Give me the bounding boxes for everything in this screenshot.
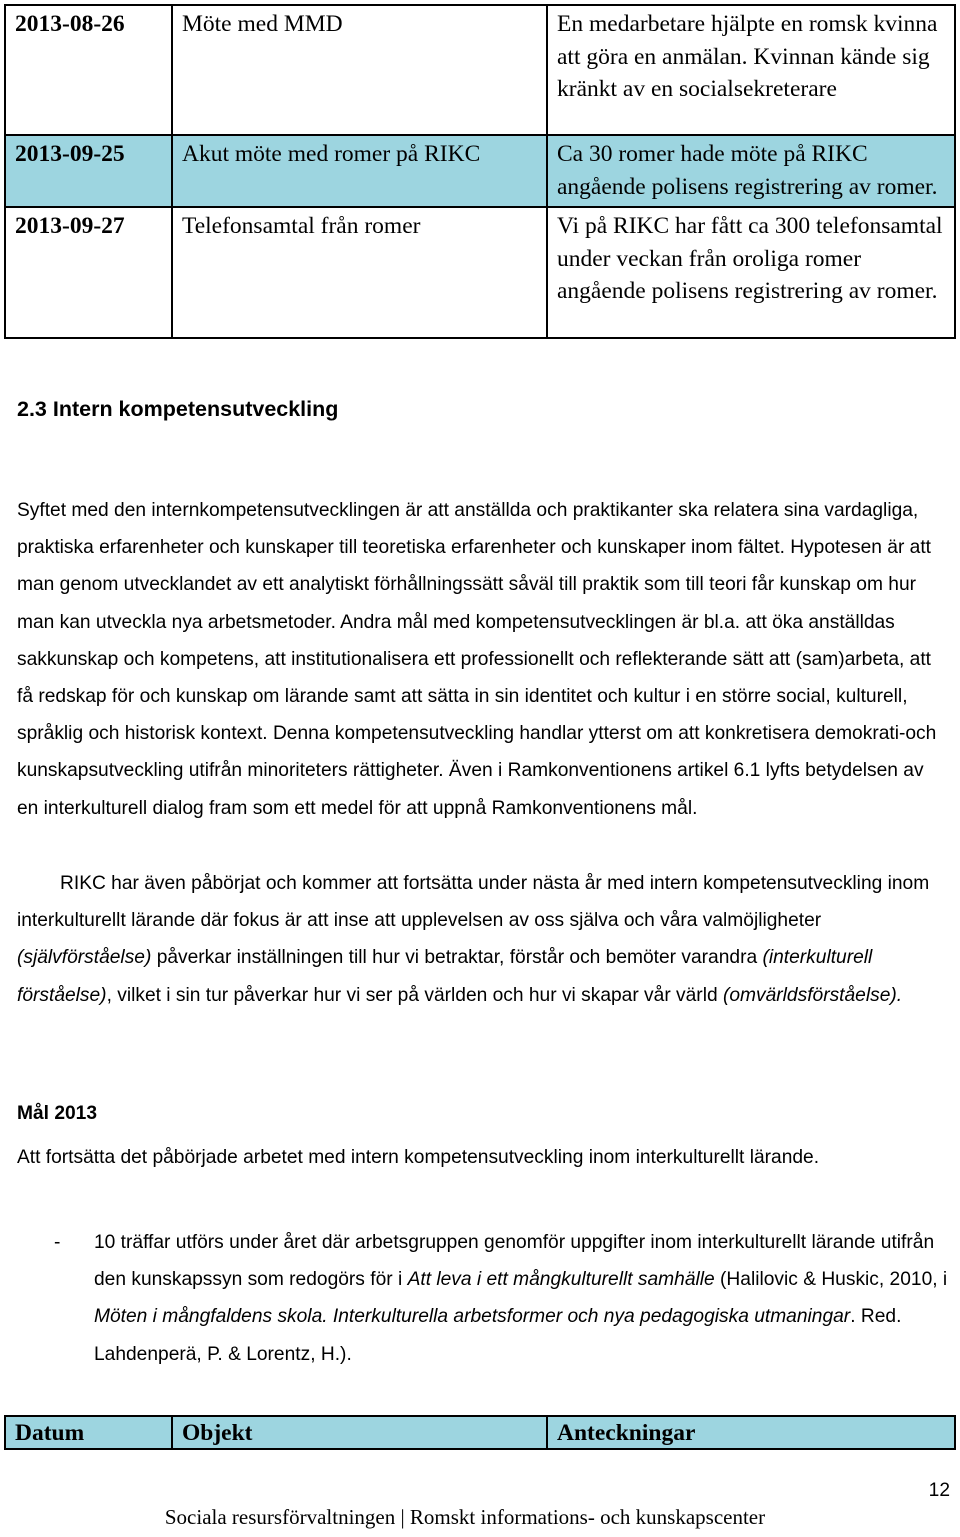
table-row	[5, 207, 955, 338]
paragraph-italic-term: (omvärldsförståelse).	[722, 984, 903, 1006]
page-footer: Sociala resursförvaltningen | Romskt informations- och kunskapscenter	[164, 1505, 766, 1529]
section-paragraph-2	[17, 865, 947, 1014]
table-cell-object: Akut möte med romer på RIKC	[172, 135, 547, 207]
page-number: 12	[928, 1480, 950, 1501]
paragraph-italic-term: (interkulturell förståelse)	[17, 947, 873, 1006]
table-cell-date: 2013-09-27	[5, 207, 172, 338]
table-row	[5, 5, 955, 135]
table-cell-date: 2013-09-25	[5, 135, 172, 207]
paragraph-italic-term: (självförståelse)	[17, 947, 152, 969]
book-title: Att leva i ett mångkulturellt samhälle	[407, 1269, 715, 1291]
header-anteckningar: Anteckningar	[547, 1416, 955, 1449]
header-datum: Datum	[5, 1416, 172, 1449]
activity-log-table	[4, 4, 956, 339]
bullet-text: (Halilovic & Huskic, 2010, i	[714, 1269, 948, 1291]
table-cell-notes: En medarbetare hjälpte en romsk kvinna att göra en anmälan. Kvinnan kände sig kränkt av en socialsekreterare	[547, 5, 955, 135]
table-cell-object: Möte med MMD	[172, 5, 547, 135]
bullet-text: 10 träffar utförs under året där arbetsgruppen genomför uppgifter inom interkulturellt lärande utifrån den kunskapssyn som redogörs för i	[94, 1232, 935, 1291]
table-cell-notes: Ca 30 romer hade möte på RIKC angående polisens registrering av romer.	[547, 135, 955, 207]
table-header-row	[5, 1416, 955, 1449]
goal-heading: Mål 2013	[17, 1103, 98, 1124]
book-title: Möten i mångfaldens skola. Interkulturella arbetsformer och nya pedagogiska utmaningar	[94, 1306, 851, 1328]
paragraph-text: RIKC har även påbörjat och kommer att fortsätta under nästa år med intern kompetensutveckling inom interkulturellt lärande där fokus är att inse att upplevelsen av oss själva och våra valmöjligheter	[17, 873, 930, 932]
header-objekt: Objekt	[172, 1416, 547, 1449]
bullet-text: . Red. Lahdenperä, P. & Lorentz, H.).	[94, 1306, 902, 1365]
next-table-header	[4, 1415, 956, 1450]
table-row-highlighted	[5, 135, 955, 207]
table-cell-notes: Vi på RIKC har fått ca 300 telefonsamtal under veckan från oroliga romer angående polisens registrering av romer.	[547, 207, 955, 338]
goal-text: Att fortsätta det påbörjade arbetet med intern kompetensutveckling inom interkulturellt lärande.	[17, 1147, 820, 1168]
paragraph-text: , vilket i sin tur påverkar hur vi ser på världen och hur vi skapar vår värld	[106, 984, 723, 1006]
table-cell-date: 2013-08-26	[5, 5, 172, 135]
section-heading: 2.3 Intern kompetensutveckling	[17, 397, 339, 421]
paragraph-text: påverkar inställningen till hur vi betraktar, förstår och bemöter varandra	[151, 947, 763, 969]
section-paragraph-1: Syftet med den internkompetensutvecklingen är att anställda och praktikanter ska relatera sina vardagliga, praktiska erfarenheter och kunskaper till teoretiska erfarenheter och kunskaper inom fältet. Hypotesen är att man genom utvecklandet av ett analytiskt förhållningssätt såväl till praktik som till teori får kunskap om hur man kan utveckla nya arbetsmetoder. Andra mål med kompetensutvecklingen är bl.a. att öka anställdas sakkunskap och kompetens, att institutionalisera ett professionellt och reflekterande sätt att (sam)arbeta, att få redskap för och kunskap om lärande samt att sätta in sin identitet och kultur i en större social, kulturell, språklig och historisk kontext. Denna kompetensutveckling handlar ytterst om att konkretisera demokrati-och kunskapsutveckling utifrån minoriteters rättigheter. Även i Ramkonventionens artikel 6.1 lyfts betydelsen av en interkulturell dialog fram som ett medel för att uppnå Ramkonventionens mål.	[17, 500, 937, 819]
goal-bullet-item	[94, 1224, 954, 1373]
table-cell-object: Telefonsamtal från romer	[172, 207, 547, 338]
bullet-dash: -	[54, 1232, 61, 1253]
